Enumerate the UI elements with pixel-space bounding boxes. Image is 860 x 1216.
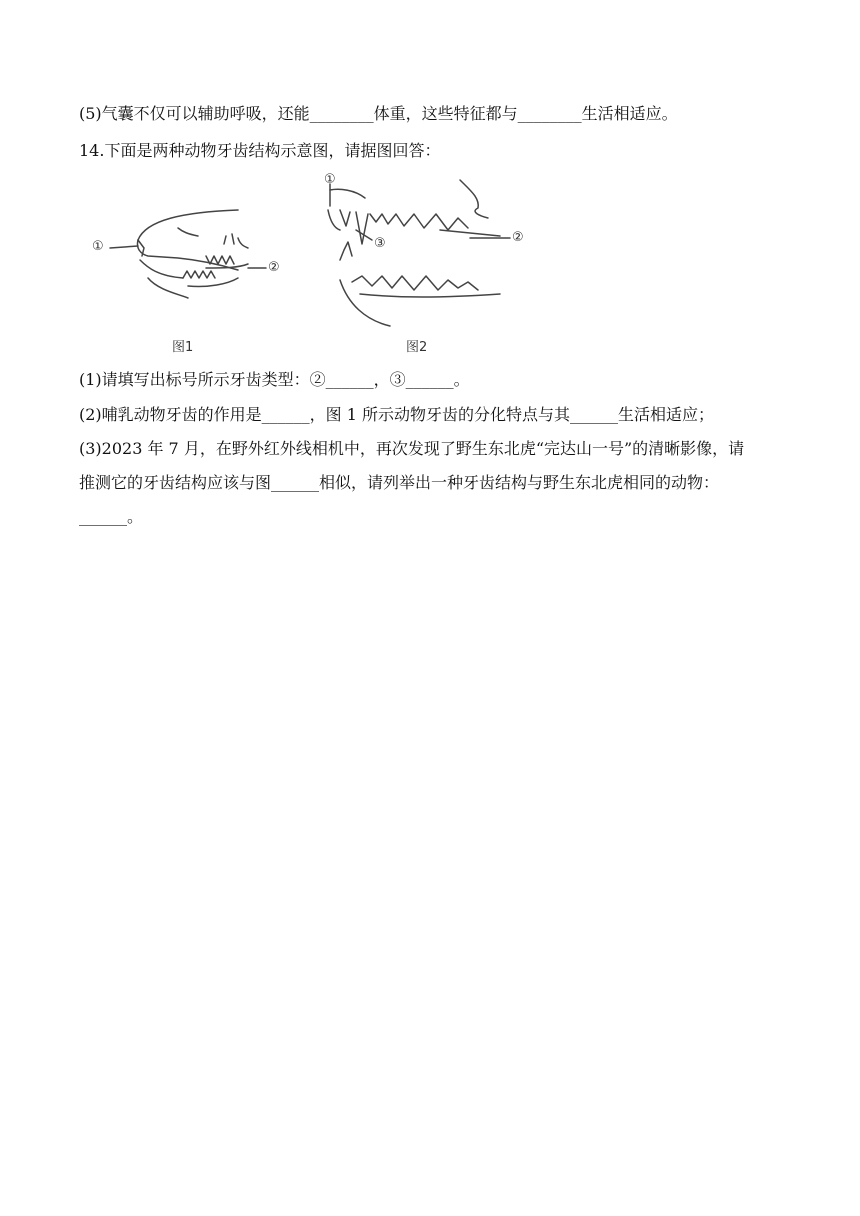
figure-1-label-1: ① [92, 239, 104, 254]
figure-1-drawing [88, 198, 298, 358]
q14-item3-line1: (3)2023 年 7 月，在野外红外线相机中，再次发现了野生东北虎“完达山一号”的清晰影像，请 [79, 439, 745, 458]
q14-item3-line2: 推测它的牙齿结构应该与图______相似，请列举出一种牙齿结构与野生东北虎相同的动物： [79, 473, 720, 492]
q14-item2: (2)哺乳动物牙齿的作用是______，图 1 所示动物牙齿的分化特点与其______生活相适应； [79, 405, 715, 424]
figure-1-label-2: ② [268, 260, 280, 275]
figure-2-label-1: ① [324, 172, 336, 187]
figure-2-label-2: ② [512, 230, 524, 245]
figure-2-caption: 图2 [406, 340, 428, 355]
figure-1-caption: 图1 [172, 340, 194, 355]
q13-item5-text: (5)气囊不仅可以辅助呼吸，还能________体重，这些特征都与________生活相适应。 [79, 104, 678, 123]
q14-stem: 14.下面是两种动物牙齿结构示意图，请据图回答： [79, 141, 441, 160]
figure-2 [320, 170, 540, 360]
figure-2-drawing [320, 170, 540, 360]
q14-item1: (1)请填写出标号所示牙齿类型：②______，③______。 [79, 370, 470, 389]
q14-item3-line3: ______。 [79, 507, 144, 526]
figure-2-label-3: ③ [374, 236, 386, 251]
figure-1 [88, 198, 298, 358]
